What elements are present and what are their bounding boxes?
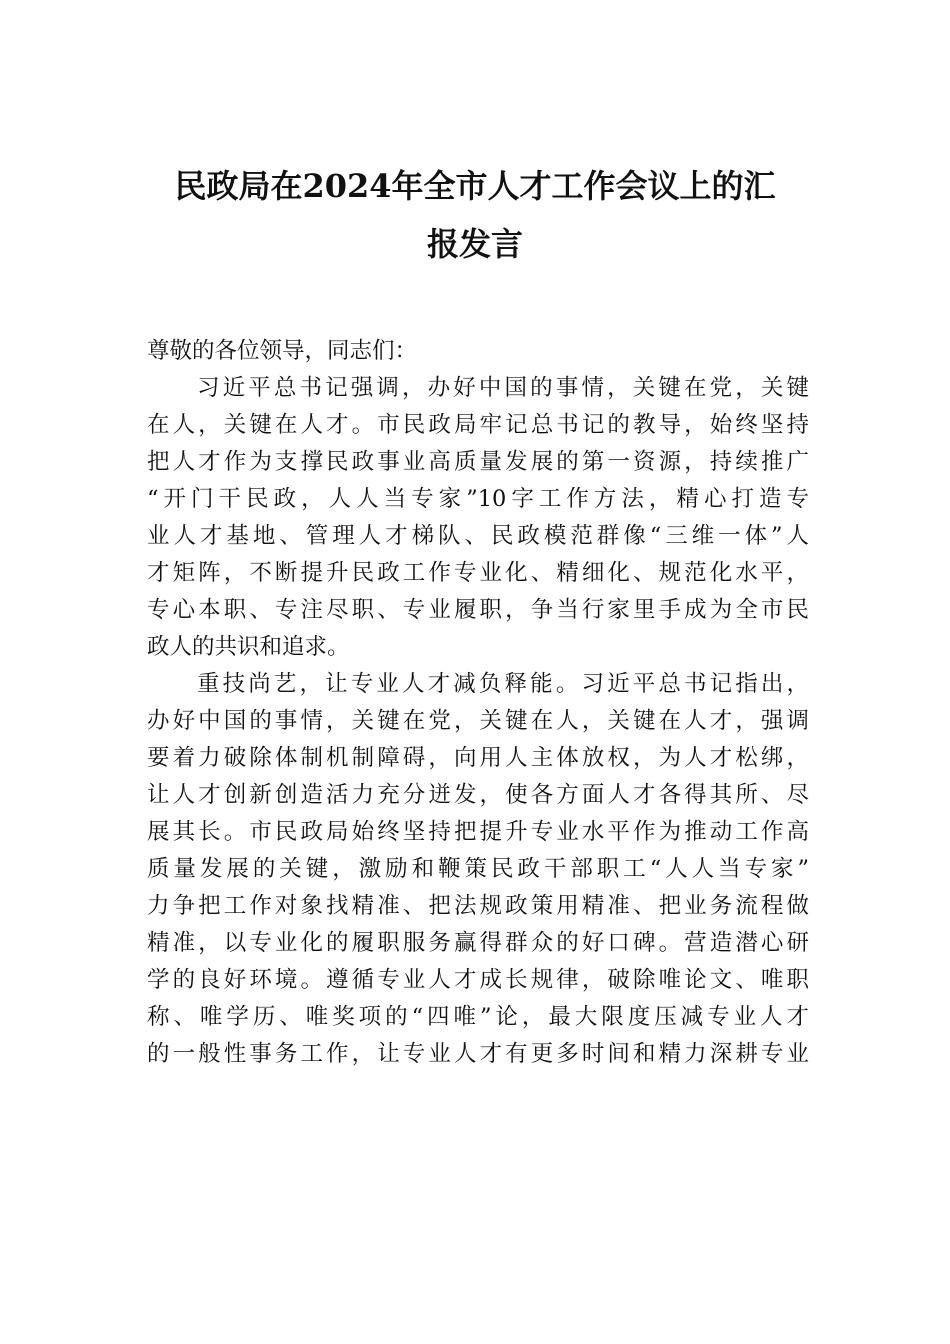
document-title (140, 157, 810, 273)
paragraph-line: 让人才创新创造活力充分迸发，使各方面人才各得其所、尽 (147, 782, 809, 808)
paragraph-line: 质量发展的关键，激励和鞭策民政干部职工“人人当专家” (147, 856, 809, 882)
paragraph-line: 精准，以专业化的履职服务赢得群众的好口碑。营造潜心研 (147, 930, 809, 956)
paragraph-line: 学的良好环境。遵循专业人才成长规律，破除唯论文、唯职 (147, 967, 809, 993)
title-line-1: 民政局在2024年全市人才工作会议上的汇 (174, 167, 776, 205)
paragraph-line: 称、唯学历、唯奖项的“四唯”论，最大限度压减专业人才 (147, 1004, 809, 1030)
title-line-2: 报发言 (426, 225, 523, 263)
paragraph-line: 展其长。市民政局始终坚持把提升专业水平作为推动工作高 (147, 819, 809, 845)
paragraph-line: 在人，关键在人才。市民政局牢记总书记的教导，始终坚持 (147, 412, 809, 438)
paragraph-line: 办好中国的事情，关键在党，关键在人，关键在人才，强调 (147, 708, 809, 734)
paragraph-line: 要着力破除体制机制障碍，向用人主体放权，为人才松绑， (147, 745, 809, 771)
paragraph-line: 专心本职、专注尽职、专业履职，争当行家里手成为全市民 (147, 597, 809, 623)
salutation: 尊敬的各位领导，同志们： (147, 338, 418, 364)
paragraph-line: “开门干民政，人人当专家”10字工作方法，精心打造专 (147, 486, 809, 512)
paragraph-line: 政人的共识和追求。 (147, 634, 350, 660)
paragraph-2 (147, 666, 809, 1073)
paragraph-line: 才矩阵，不断提升民政工作专业化、精细化、规范化水平， (147, 560, 809, 586)
paragraph-line: 业人才基地、管理人才梯队、民政模范群像“三维一体”人 (147, 523, 809, 549)
paragraph-line: 的一般性事务工作，让专业人才有更多时间和精力深耕专业 (147, 1041, 809, 1067)
paragraph-line: 习近平总书记强调，办好中国的事情，关键在党，关键 (197, 375, 809, 401)
document-body (147, 333, 809, 1073)
paragraph-1 (147, 370, 809, 666)
paragraph-line: 力争把工作对象找精准、把法规政策用精准、把业务流程做 (147, 893, 809, 919)
paragraph-line: 把人才作为支撑民政事业高质量发展的第一资源，持续推广 (147, 449, 809, 475)
paragraph-line: 重技尚艺，让专业人才减负释能。习近平总书记指出， (197, 671, 809, 697)
